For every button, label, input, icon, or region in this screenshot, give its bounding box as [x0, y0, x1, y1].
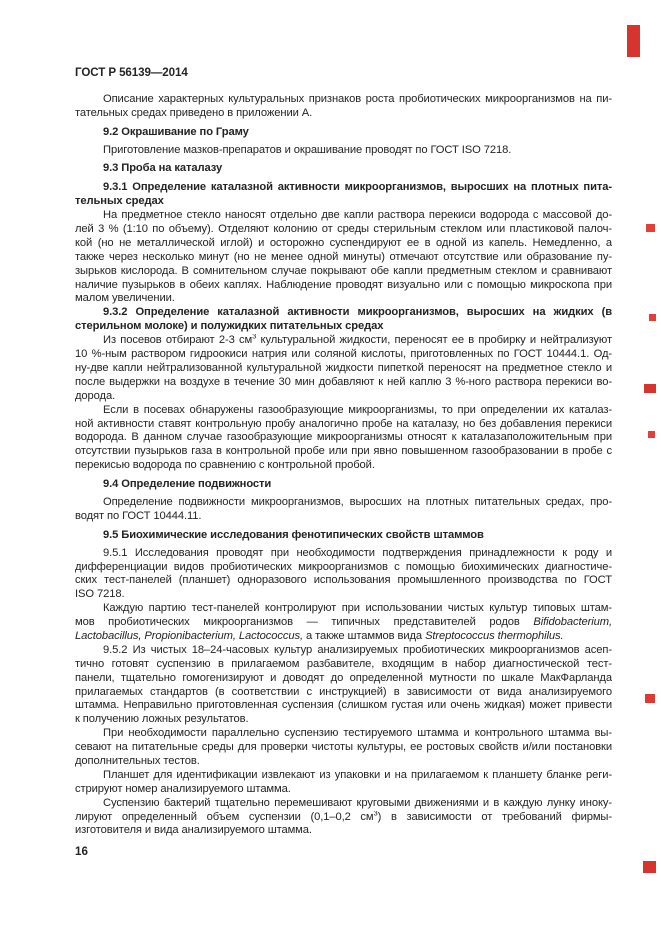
paragraph — [75, 93, 612, 121]
page-number: 16 — [75, 845, 88, 858]
text-line: перекисью водорода по сравнению с контрольной пробой. — [75, 459, 375, 472]
text-line: 9.3.1 Определение каталазной активности микроорганизмов, выросших на плотных пита- — [103, 181, 612, 194]
text-line: Если в посевах обнаружены газообразующие микроорганизмы, то при определении их каталаз- — [103, 403, 612, 416]
text-line: дорода. — [75, 389, 116, 402]
text-line — [75, 630, 612, 644]
text-segment: ) в зависимости от требований фирмы- — [377, 810, 612, 823]
red-scan-mark — [648, 431, 655, 438]
text-line — [75, 811, 612, 825]
text-line: панели, тщательно гомогенизируют и доводят до определенной мутности по шкале МакФарланда — [75, 671, 612, 684]
text-line: стерильном молоке) и полужидких питательных средах — [75, 320, 384, 333]
text-line: стрируют номер анализируемого штамма. — [75, 782, 291, 795]
text-line: лей 3 % (1:10 по объему). Отделяют колонию от среды стерильным стеклом или пластиковой палоч- — [75, 223, 612, 236]
text-line: водорода. В данном случае газообразующие микроорганизмы относят к каталазаположительным при — [75, 431, 612, 444]
text-line: 9.5.1 Исследования проводят при необходимости подтверждения принадлежности к роду и — [103, 546, 612, 559]
latin-species-name: Lactobacillus, Propionibacterium, Lactococcus, — [75, 629, 303, 642]
text-line: 9.3.2 Определение каталазной активности микроорганизмов, выросших на жидких (в — [103, 306, 612, 319]
text-line: ISO 7218. — [75, 588, 125, 601]
paragraph — [75, 547, 612, 603]
paragraph — [75, 144, 612, 158]
text-line: Планшет для идентификации извлекают из упаковки и на прилагаемом к планшету бланке реги- — [103, 768, 612, 781]
text-line: Описание характерных культуральных признаков роста пробиотических микроорганизмов на пи- — [103, 92, 612, 105]
section-heading — [75, 126, 612, 140]
text-line: прилагаемых стандартов (в соответствии с инструкцией) в зависимости от вида анализируемого — [75, 685, 612, 698]
text-segment: Из посевов отбирают 2-3 см — [103, 334, 253, 347]
paragraph — [75, 334, 612, 403]
text-line: штамма. Неправильно приготовленная суспензия (слишком густая или очень жидкая) может привести — [75, 699, 612, 712]
red-scan-mark — [643, 861, 656, 873]
text-line: отсутствии пузырьков газа в контрольной пробе или при явно повышенном газообразовании в пробе с — [75, 445, 612, 458]
paragraph — [75, 644, 612, 727]
standard-number-header: ГОСТ Р 56139—2014 — [75, 66, 188, 79]
text-line: 9.5 Биохимические исследования фенотипических свойств штаммов — [103, 528, 484, 541]
text-line: Приготовление мазков-препаратов и окрашивание проводят по ГОСТ ISO 7218. — [103, 143, 512, 156]
section-heading — [75, 162, 612, 176]
section-heading — [75, 181, 612, 209]
text-line: На предметное стекло наносят отдельно две капли раствора перекиси водорода с массовой до- — [103, 209, 612, 222]
section-heading — [75, 478, 612, 492]
text-line: тательных средах приведено в приложении А. — [75, 106, 313, 119]
paragraph — [75, 797, 612, 839]
text-line: 9.5.2 Из чистых 18–24-часовых культур анализируемых пробиотических микроорганизмов асеп- — [103, 643, 612, 656]
text-segment: лируют определенный объем суспензии (0,1–0,2 см — [75, 810, 374, 823]
document-body — [75, 66, 612, 838]
text-segment: культуральной жидкости, переносят ее в пробирку и нейтрализуют — [256, 334, 612, 347]
paragraph — [75, 404, 612, 473]
text-line: изготовителя и вида анализируемого штамма. — [75, 824, 312, 837]
text-line: малом увеличении. — [75, 292, 175, 305]
text-line: наличие пузырьков в обеих каплях. Наблюдение проводят визуально или с помощью микроскопа при — [75, 278, 612, 291]
text-line: Определение подвижности микроорганизмов, выросших на плотных питательных средах, про- — [103, 495, 612, 508]
red-scan-mark — [649, 314, 656, 321]
paragraph — [75, 209, 612, 306]
paragraph — [75, 496, 612, 524]
text-line: после выдержки на воздухе в течение 30 мин добавляют к ней каплю 3 %-ного раствора перекиси во- — [75, 375, 612, 388]
text-line: 9.3 Проба на каталазу — [103, 162, 223, 175]
text-line: ной активности ставят контрольную пробу аналогично пробе на каталазу, но без добавления перекиси — [75, 417, 612, 430]
red-scan-mark — [627, 25, 640, 57]
text-line: дифференциации видов пробиотических микроорганизмов с помощью биохимических диагностиче- — [75, 560, 612, 573]
text-line: к получению ложных результатов. — [75, 713, 249, 726]
text-line: ну-две капли нейтрализованной культуральной жидкости пипеткой переносят на предметное стекло и — [75, 361, 612, 374]
text-line: 9.2 Окрашивание по Граму — [103, 125, 249, 138]
text-line: дополнительных тестов. — [75, 754, 200, 767]
latin-species-name: Streptococcus thermophilus. — [425, 629, 564, 642]
paragraph — [75, 727, 612, 769]
text-line — [75, 334, 612, 348]
text-line: 9.4 Определение подвижности — [103, 478, 272, 491]
text-line: кой (но не металлической иглой) и осторожно суспендируют ее в одной из капель. Немедленно, а — [75, 236, 612, 249]
red-scan-mark — [645, 694, 655, 703]
red-scan-mark — [644, 384, 656, 393]
superscript: 3 — [373, 810, 378, 817]
section-heading — [75, 306, 612, 334]
text-line: также через несколько минут (но не менее одной минуты) отмечают отсутствие или образование пу- — [75, 250, 612, 263]
text-line: При необходимости параллельно суспензию тестируемого штамма и контрольного штамма вы- — [103, 727, 612, 740]
paragraph — [75, 602, 612, 644]
text-line — [75, 616, 612, 630]
paragraph — [75, 769, 612, 797]
text-segment: а также штаммов вида — [302, 629, 426, 642]
document-text-flow — [75, 93, 612, 838]
text-line: зырьков кислорода. В сомнительном случае покрывают обе капли предметным стеклом и сравнивают — [75, 264, 612, 277]
red-scan-mark — [646, 224, 655, 232]
text-line: ских тест-панелей (планшет) одноразового использования промышленного производства по ГОСТ — [75, 574, 612, 587]
text-segment: мов пробиотических микроорганизмов — типичных представителей родов — [75, 616, 534, 629]
section-heading — [75, 529, 612, 543]
text-line: тично готовят суспензию в прилагаемом разбавителе, входящим в набор диагностической тест- — [75, 657, 612, 670]
text-line: Суспензию бактерий тщательно перемешивают круговыми движениями и в каждую лунку иноку- — [103, 796, 612, 809]
text-line: Каждую партию тест-панелей контролируют при использовании чистых культур типовых штам- — [103, 602, 612, 615]
superscript: 3 — [252, 334, 257, 341]
text-line: водят по ГОСТ 10444.11. — [75, 509, 202, 522]
latin-species-name: Bifidobacterium, — [533, 616, 612, 629]
text-line: 10 %-ным раствором гидроокиси натрия или соляной кислоты, приготовленных по ГОСТ 10444.1. Од- — [75, 348, 612, 361]
text-line: тельных средах — [75, 195, 164, 208]
text-line: севают на питательные среды для проверки чистоты культуры, ее ростовых свойств и/или постановки — [75, 741, 612, 754]
